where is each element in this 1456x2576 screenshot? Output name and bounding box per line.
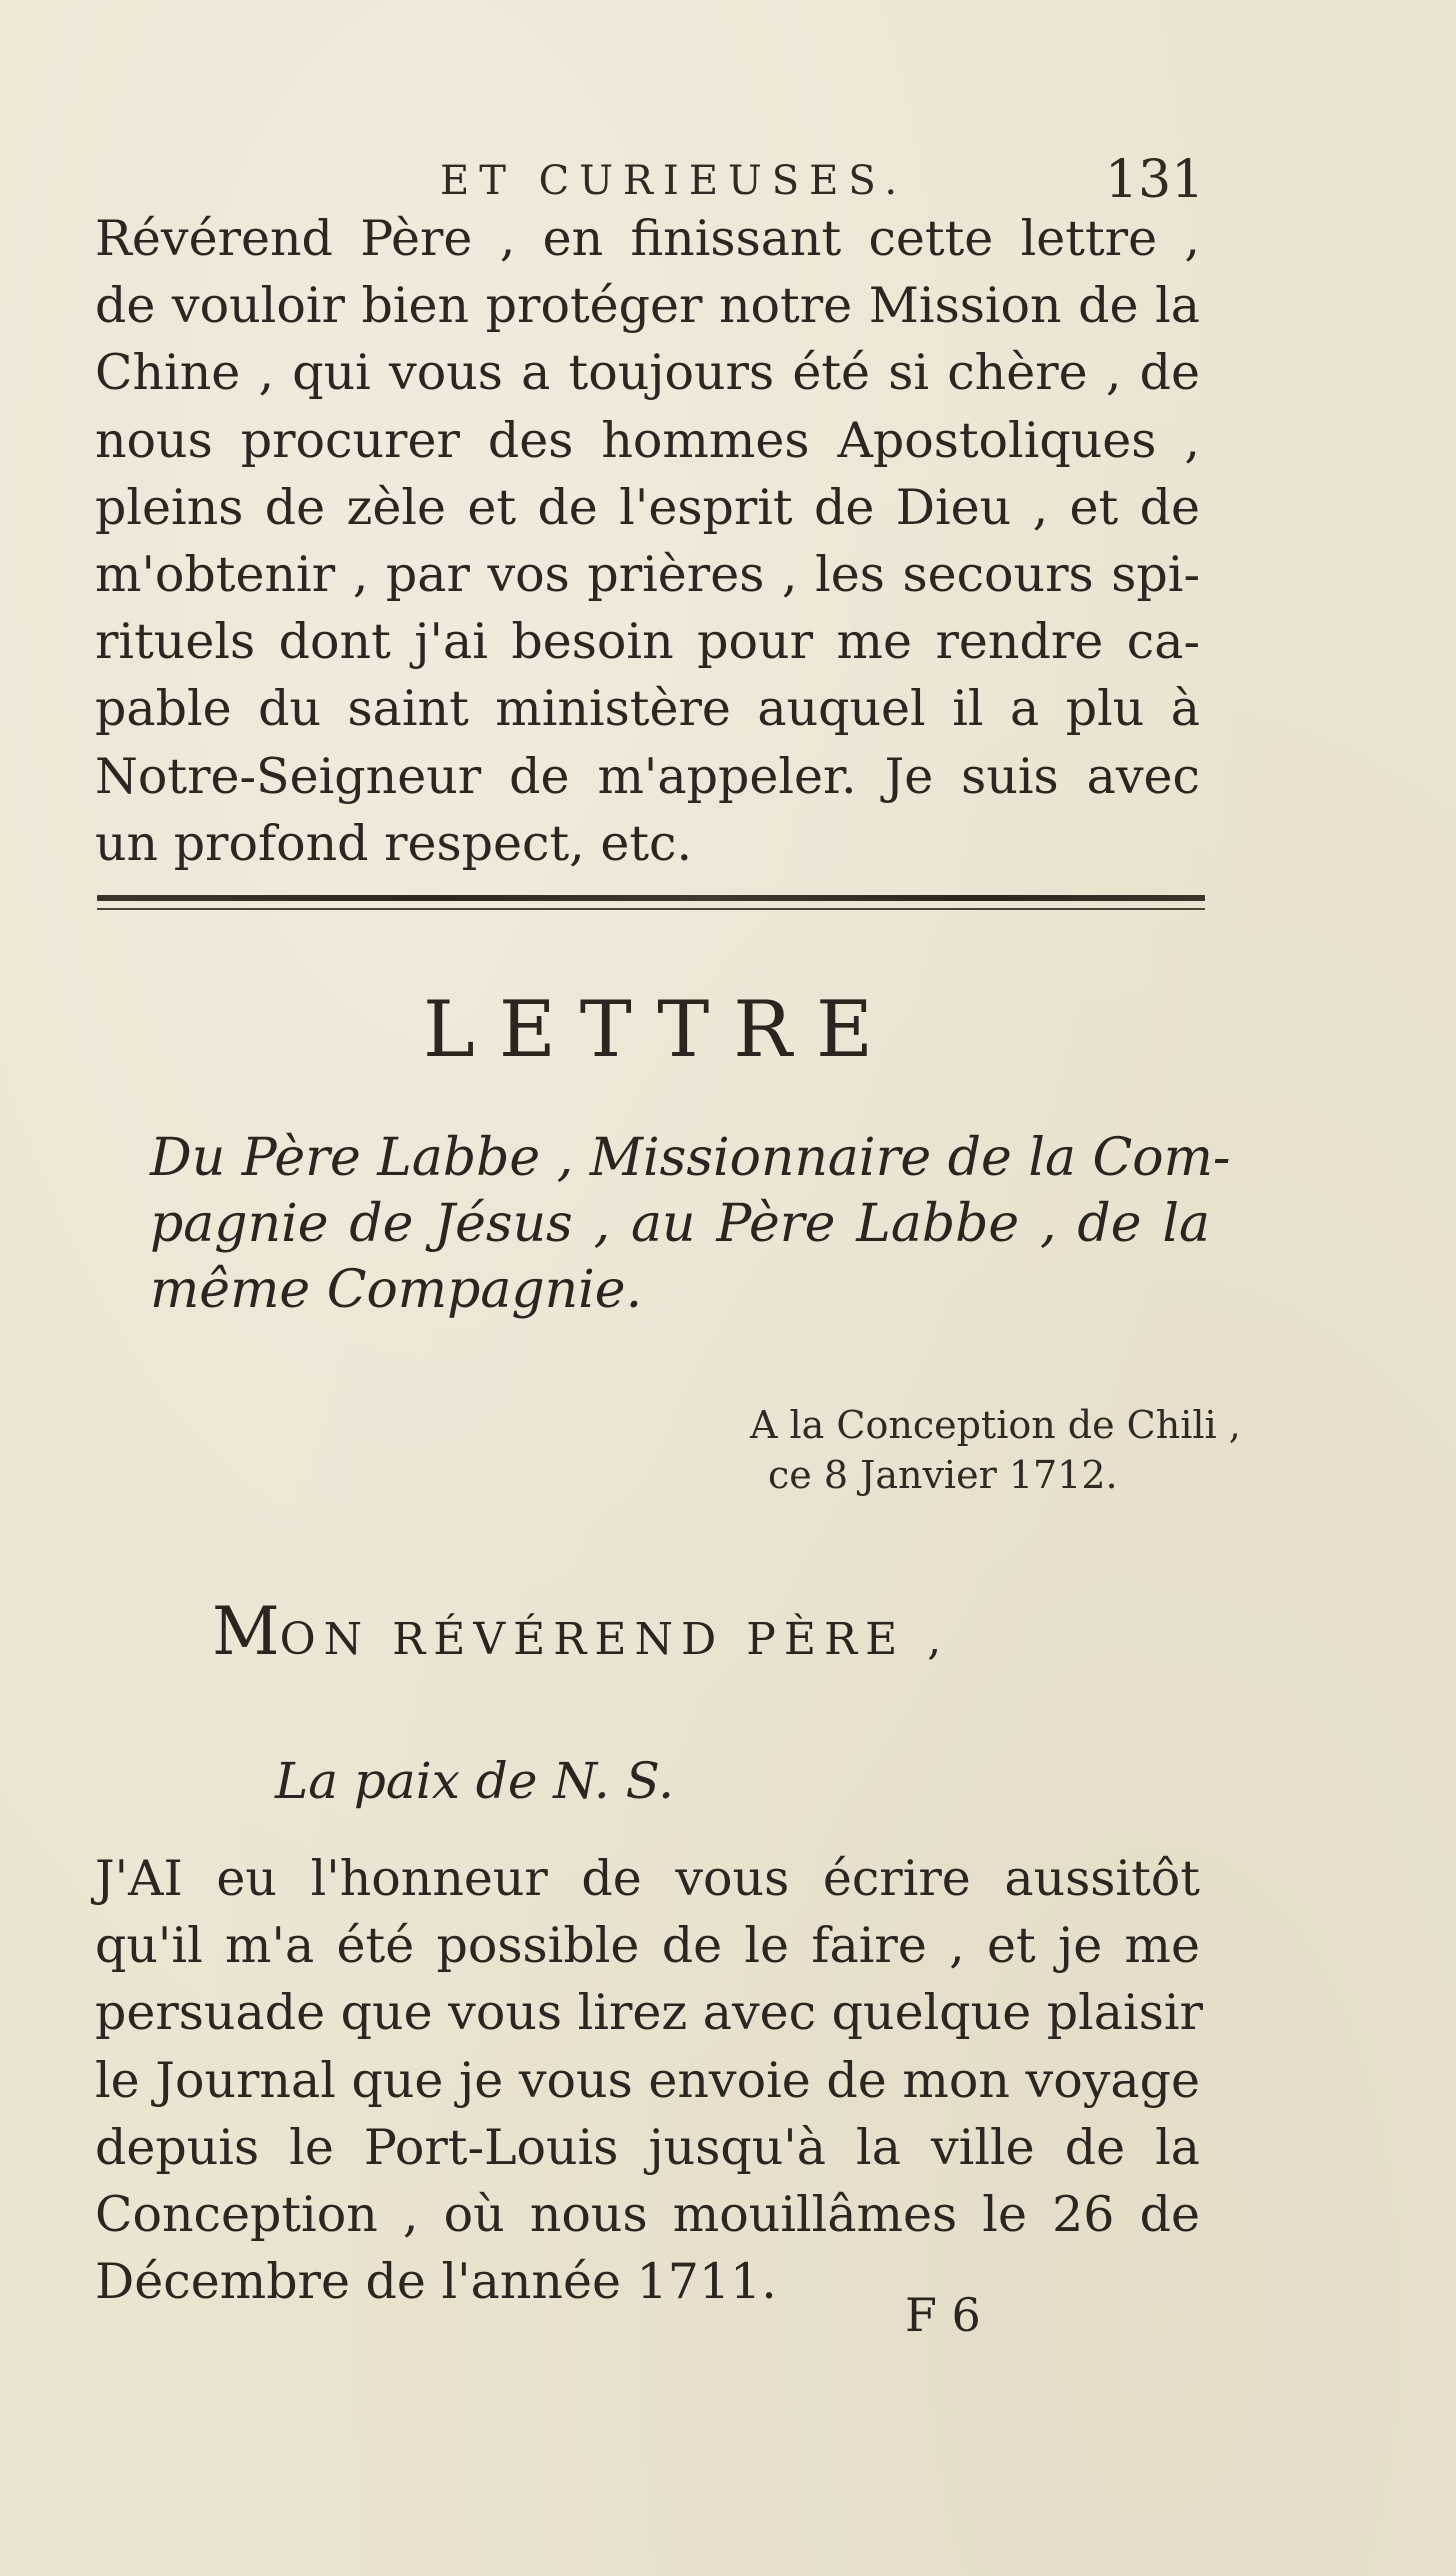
text-line: Décembre de l'année 1711. bbox=[95, 2253, 777, 2311]
greeting: La paix de N. S. bbox=[275, 1752, 674, 1810]
text-line: rituels dont j'ai besoin pour me rendre ca- bbox=[95, 613, 1200, 671]
subtitle-line: même Compagnie. bbox=[150, 1260, 643, 1320]
text-line: nous procurer des hommes Apostoliques , bbox=[95, 411, 1200, 469]
text-line: J'AI eu l'honneur de vous écrire aussitôt bbox=[95, 1850, 1200, 1907]
dateline-date: ce 8 Janvier 1712. bbox=[768, 1453, 1118, 1497]
dateline-place: A la Conception de Chili , bbox=[750, 1403, 1241, 1447]
text-line: Chine , qui vous a toujours été si chère , de bbox=[95, 344, 1200, 402]
text-line: de vouloir bien protéger notre Mission de la bbox=[95, 277, 1200, 335]
salutation-initial: M bbox=[212, 1593, 280, 1670]
dateline bbox=[750, 1400, 1241, 1500]
letter-title: LETTRE bbox=[423, 985, 897, 1075]
text-line: un profond respect, etc. bbox=[95, 814, 693, 872]
text-line: Révérend Père , en finissant cette lettre , bbox=[95, 210, 1200, 267]
running-head: ET CURIEUSES. bbox=[440, 158, 908, 204]
text-line: qu'il m'a été possible de le faire , et je me bbox=[95, 1917, 1200, 1975]
salutation bbox=[212, 1593, 949, 1670]
text-line: Notre-Seigneur de m'appeler. Je suis avec bbox=[95, 747, 1200, 805]
subtitle-line: pagnie de Jésus , au Père Labbe , de la bbox=[150, 1194, 1210, 1254]
text-line: Conception , où nous mouillâmes le 26 de bbox=[95, 2186, 1200, 2244]
text-line: le Journal que je vous envoie de mon voyage bbox=[95, 2051, 1200, 2109]
opening-paragraph bbox=[95, 1845, 1203, 2315]
text-line: depuis le Port-Louis jusqu'à la ville de la bbox=[95, 2118, 1200, 2176]
letter-subtitle bbox=[150, 1125, 1231, 1323]
salutation-rest: ON RÉVÉREND PÈRE , bbox=[279, 1614, 950, 1665]
text-line: persuade que vous lirez avec quelque plaisir bbox=[95, 1984, 1203, 2042]
continuation-paragraph bbox=[95, 205, 1200, 877]
page-number: 131 bbox=[1105, 150, 1205, 210]
section-divider-rule bbox=[97, 895, 1205, 901]
subtitle-line: Du Père Labbe , Missionnaire de la Com- bbox=[150, 1128, 1231, 1188]
text-line: pleins de zèle et de l'esprit de Dieu , et de bbox=[95, 478, 1200, 536]
text-line: pable du saint ministère auquel il a plu à bbox=[95, 680, 1200, 738]
section-divider-thin-rule bbox=[97, 908, 1205, 910]
catchword-signature: F 6 bbox=[905, 2288, 981, 2342]
text-line: m'obtenir , par vos prières , les secours spi- bbox=[95, 546, 1200, 604]
